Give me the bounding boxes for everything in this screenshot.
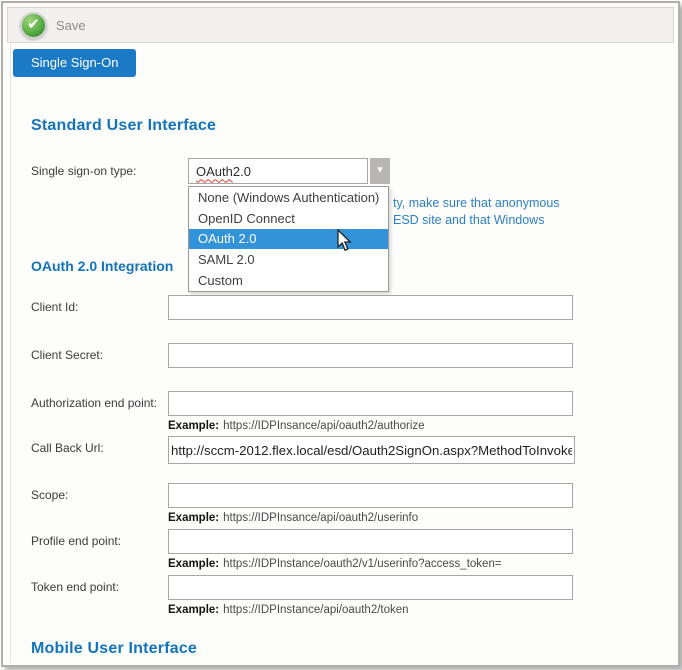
- mouse-cursor-icon: [336, 229, 354, 253]
- section-title-oauth-integration: OAuth 2.0 Integration: [31, 258, 174, 274]
- profile-endpoint-example: [168, 558, 502, 570]
- section-title-mobile-ui: Mobile User Interface: [31, 640, 198, 657]
- authorization-endpoint-label: Authorization end point:: [31, 396, 158, 410]
- save-button-label: Save: [56, 17, 86, 33]
- example-label: Example:: [168, 558, 220, 570]
- example-url: https://IDPInsance/api/oauth2/authorize: [223, 420, 425, 432]
- dropdown-option-oauth-2[interactable]: OAuth 2.0: [189, 229, 388, 250]
- example-label: Example:: [168, 420, 220, 432]
- dropdown-option-custom[interactable]: Custom: [198, 273, 243, 289]
- settings-window: [1, 1, 680, 667]
- sso-type-dropdown[interactable]: [188, 158, 390, 184]
- field-scope: [3, 483, 678, 531]
- profile-endpoint-label: Profile end point:: [31, 534, 122, 548]
- client-id-input[interactable]: [168, 295, 573, 320]
- save-button[interactable]: [20, 12, 86, 39]
- dropdown-option-none-windows-auth[interactable]: None (Windows Authentication): [198, 189, 380, 205]
- authorization-endpoint-example: [168, 420, 425, 432]
- example-label: Example:: [168, 604, 220, 616]
- selected-value-text-rest: 2.0: [232, 163, 251, 179]
- anonymous-access-hint: [393, 195, 560, 229]
- field-token-endpoint: [3, 575, 678, 623]
- selected-value-text: OAuth: [196, 163, 233, 179]
- client-secret-input[interactable]: [168, 343, 573, 368]
- example-url: https://IDPInstance/api/oauth2/token: [223, 604, 409, 616]
- dropdown-option-openid-connect[interactable]: OpenID Connect: [198, 210, 295, 226]
- callback-url-input[interactable]: [168, 436, 575, 464]
- field-profile-endpoint: [3, 529, 678, 577]
- hint-line-1: ty, make sure that anonymous: [393, 196, 560, 210]
- scope-example: [168, 512, 418, 524]
- save-check-icon: ✔: [20, 12, 47, 39]
- example-label: Example:: [168, 512, 220, 524]
- field-authorization-endpoint: [3, 391, 678, 439]
- profile-endpoint-input[interactable]: [168, 529, 573, 554]
- example-url: https://IDPInstance/oauth2/v1/userinfo?access_token=: [223, 558, 502, 570]
- scope-input[interactable]: [168, 483, 573, 508]
- field-client-id: [3, 295, 678, 343]
- token-endpoint-label: Token end point:: [31, 580, 120, 594]
- hint-line-2: ESD site and that Windows: [393, 213, 545, 227]
- sso-type-selected-value: [188, 158, 368, 184]
- authorization-endpoint-input[interactable]: [168, 391, 573, 416]
- client-id-label: Client Id:: [31, 300, 79, 314]
- chevron-down-icon: ▼: [375, 165, 385, 176]
- token-endpoint-input[interactable]: [168, 575, 573, 600]
- toolbar: [7, 7, 674, 43]
- callback-url-label: Call Back Url:: [31, 441, 104, 455]
- client-secret-label: Client Secret:: [31, 348, 104, 362]
- sso-type-dropdown-list: [188, 186, 389, 292]
- field-client-secret: [3, 343, 678, 391]
- section-title-standard-ui: Standard User Interface: [31, 117, 217, 134]
- scope-label: Scope:: [31, 488, 69, 502]
- sso-type-label: Single sign-on type:: [31, 164, 137, 178]
- tab-single-sign-on[interactable]: Single Sign-On: [13, 49, 136, 77]
- example-url: https://IDPInsance/api/oauth2/userinfo: [223, 512, 419, 524]
- dropdown-option-saml-2[interactable]: SAML 2.0: [198, 252, 255, 268]
- token-endpoint-example: [168, 604, 409, 616]
- field-callback-url: [3, 436, 678, 484]
- sso-type-dropdown-button[interactable]: [370, 158, 390, 184]
